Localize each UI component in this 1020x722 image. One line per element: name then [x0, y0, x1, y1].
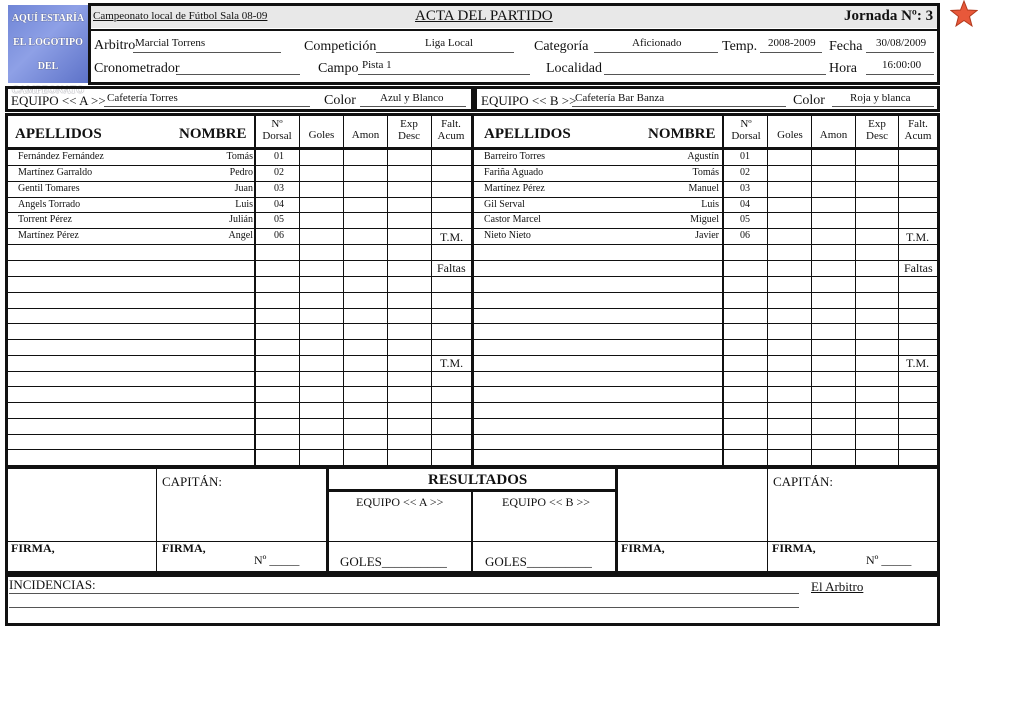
firma-label-b2: FIRMA, [772, 541, 816, 555]
player-apellidos[interactable]: Barreiro Torres [484, 151, 546, 162]
grid-row-line [8, 212, 471, 213]
grid-row-line [474, 386, 937, 387]
logo-line: AQUÍ ESTARÍA [11, 13, 85, 24]
page-title: ACTA DEL PARTIDO [415, 8, 553, 24]
player-nombre[interactable]: Tomás [692, 167, 719, 178]
grid-row-line [8, 402, 471, 403]
grid-row-line [8, 147, 471, 150]
player-dorsal[interactable]: 02 [274, 167, 284, 178]
grid-row-line [8, 165, 471, 166]
goles-header-a: Goles [308, 129, 335, 141]
player-dorsal[interactable]: 01 [740, 151, 750, 162]
grid-row-line [474, 165, 937, 166]
incidencias-frame [5, 574, 940, 626]
hora-value[interactable]: 16:00:00 [882, 59, 922, 71]
grid-col-line [767, 116, 768, 466]
grid-col-line [343, 116, 344, 466]
star-icon[interactable] [950, 0, 978, 28]
player-apellidos[interactable]: Martínez Pérez [18, 230, 79, 241]
grid-row-line [474, 260, 937, 261]
grid-col-line [431, 116, 432, 466]
grid-row-line [474, 147, 937, 150]
tm-note-a2: T.M. [440, 356, 464, 370]
player-dorsal[interactable]: 04 [740, 199, 750, 210]
grid-row-line [8, 228, 471, 229]
firma-label-a1: FIRMA, [11, 541, 55, 555]
player-apellidos[interactable]: Martínez Garraldo [18, 167, 93, 178]
player-apellidos[interactable]: Martínez Pérez [484, 183, 545, 194]
player-nombre[interactable]: Julián [229, 214, 253, 225]
incidencias-label: INCIDENCIAS: [9, 577, 96, 592]
grid-row-line [8, 323, 471, 324]
grid-row-line [474, 371, 937, 372]
grid-col-line [898, 116, 899, 466]
fecha-label: Fecha [829, 39, 863, 54]
grid-row-line [8, 339, 471, 340]
grid-row-line [8, 276, 471, 277]
nombre-header-a: NOMBRE [179, 126, 247, 142]
player-nombre[interactable]: Tomás [226, 151, 253, 162]
player-dorsal[interactable]: 06 [274, 230, 284, 241]
player-dorsal[interactable]: 05 [274, 214, 284, 225]
grid-row-line [8, 292, 471, 293]
exp-header-a: Exp Desc [398, 118, 420, 142]
player-nombre[interactable]: Juan [234, 183, 253, 194]
goles-header-b: Goles [777, 129, 803, 141]
grid-row-line [474, 308, 937, 309]
team-b-label: EQUIPO << B >> [481, 93, 577, 108]
grid-col-line [811, 116, 812, 466]
grid-row-line [8, 260, 471, 261]
categoria-value[interactable]: Aficionado [632, 37, 682, 49]
player-nombre[interactable]: Javier [695, 230, 719, 241]
player-apellidos[interactable]: Fariña Aguado [484, 167, 544, 178]
falt-header-b: Falt. Acum [904, 118, 932, 142]
tm-note-a1: T.M. [440, 230, 464, 244]
fecha-value[interactable]: 30/08/2009 [876, 37, 927, 49]
goles-a[interactable]: GOLES__________ [340, 554, 447, 569]
grid-row-line [474, 434, 937, 435]
player-dorsal[interactable]: 06 [740, 230, 750, 241]
player-dorsal[interactable]: 03 [740, 183, 750, 194]
player-dorsal[interactable]: 03 [274, 183, 284, 194]
arbitro-value[interactable]: Marcial Torrens [135, 37, 206, 49]
firma-label-b1: FIRMA, [621, 541, 665, 555]
player-dorsal[interactable]: 01 [274, 151, 284, 162]
resultados-title: RESULTADOS [428, 472, 528, 488]
categoria-label: Categoría [534, 39, 589, 54]
firma-label-a2: FIRMA, [162, 541, 206, 555]
player-apellidos[interactable]: Torrent Pérez [18, 214, 72, 225]
faltas-note-b: Faltas [904, 261, 933, 275]
player-nombre[interactable]: Agustín [687, 151, 719, 162]
tm-note-b2: T.M. [906, 356, 930, 370]
resultado-equipo-b: EQUIPO << B >> [502, 495, 591, 509]
jornada-number: Jornada Nº: 3 [844, 8, 934, 24]
grid-row-line [474, 228, 937, 229]
dorsal-header-b: Nº Dorsal [731, 118, 761, 142]
arbitro-signature-label: El Arbitro [811, 579, 864, 594]
falt-header-a: Falt. Acum [437, 118, 465, 142]
cronometrador-label: Cronometrador [94, 61, 180, 76]
grid-row-line [8, 434, 471, 435]
grid-row-line [8, 244, 471, 245]
grid-row-line [474, 402, 937, 403]
player-nombre[interactable]: Pedro [229, 167, 253, 178]
competicion-value[interactable]: Liga Local [425, 37, 473, 49]
team-a-color-label: Color [324, 93, 356, 108]
temp-value[interactable]: 2008-2009 [768, 37, 816, 49]
tm-note-b1: T.M. [906, 230, 930, 244]
grid-col-line [855, 116, 856, 466]
team-a-color[interactable]: Azul y Blanco [380, 92, 444, 104]
grid-row-line [474, 418, 937, 419]
capitan-label-a: CAPITÁN: [162, 474, 222, 489]
team-b-color[interactable]: Roja y blanca [850, 92, 911, 104]
grid-row-line [474, 244, 937, 245]
logo-line: EL LOGOTIPO [13, 37, 83, 48]
goles-b[interactable]: GOLES__________ [485, 554, 592, 569]
campo-value[interactable]: Pista 1 [362, 59, 392, 71]
player-apellidos[interactable]: Nieto Nieto [484, 230, 531, 241]
team-a-name[interactable]: Cafetería Torres [107, 92, 178, 104]
grid-row-line [474, 449, 937, 450]
championship-logo [8, 5, 88, 96]
grid-row-line [8, 355, 471, 356]
apellidos-header-b: APELLIDOS [484, 126, 571, 142]
player-apellidos[interactable]: Fernández Fernández [18, 151, 104, 162]
grid-row-line [8, 386, 471, 387]
player-nombre[interactable]: Luis [701, 199, 719, 210]
faltas-note-a: Faltas [437, 261, 466, 275]
grid-row-line [474, 212, 937, 213]
grid-row-line [8, 197, 471, 198]
logo-line: DEL CAMPEONATO [11, 61, 85, 96]
amon-header-a: Amon [351, 129, 380, 141]
player-apellidos[interactable]: Castor Marcel [484, 214, 541, 225]
grid-row-line [474, 276, 937, 277]
grid-row-line [474, 339, 937, 340]
numero-label-a: Nº _____ [254, 553, 300, 567]
campo-label: Campo [318, 61, 359, 76]
player-apellidos[interactable]: Gentil Tomares [18, 183, 80, 194]
grid-row-line [474, 292, 937, 293]
localidad-label: Localidad [546, 61, 602, 76]
player-apellidos[interactable]: Angels Torrado [18, 199, 81, 210]
hora-label: Hora [829, 61, 857, 76]
capitan-label-b: CAPITÁN: [773, 474, 833, 489]
player-nombre[interactable]: Angel [228, 230, 253, 241]
grid-row-line [8, 449, 471, 450]
grid-col-line [254, 116, 256, 466]
grid-row-line [474, 181, 937, 182]
grid-row-line [8, 308, 471, 309]
resultado-equipo-a: EQUIPO << A >> [356, 495, 444, 509]
grid-col-line [387, 116, 388, 466]
exp-header-b: Exp Desc [866, 118, 888, 142]
grid-row-line [8, 418, 471, 419]
team-b-color-label: Color [793, 93, 825, 108]
amon-header-b: Amon [819, 129, 848, 141]
arbitro-label: Arbitro [94, 38, 136, 53]
player-nombre[interactable]: Manuel [688, 183, 719, 194]
nombre-header-b: NOMBRE [648, 126, 716, 142]
player-dorsal[interactable]: 04 [274, 199, 284, 210]
temp-label: Temp. [722, 39, 758, 54]
team-b-name[interactable]: Cafetería Bar Banza [575, 92, 665, 104]
player-apellidos[interactable]: Gil Serval [484, 199, 525, 210]
player-dorsal[interactable]: 05 [740, 214, 750, 225]
grid-row-line [8, 181, 471, 182]
player-nombre[interactable]: Miguel [690, 214, 719, 225]
grid-row-line [474, 323, 937, 324]
grid-row-line [474, 355, 937, 356]
player-dorsal[interactable]: 02 [740, 167, 750, 178]
apellidos-header-a: APELLIDOS [15, 126, 102, 142]
grid-row-line [8, 371, 471, 372]
grid-row-line [474, 197, 937, 198]
numero-label-b: Nº _____ [866, 553, 912, 567]
player-nombre[interactable]: Luis [235, 199, 253, 210]
championship-name: Campeonato local de Fútbol Sala 08-09 [93, 10, 268, 22]
competicion-label: Competición [304, 39, 377, 54]
dorsal-header-a: Nº Dorsal [262, 118, 292, 142]
team-a-label: EQUIPO << A >> [11, 93, 106, 108]
